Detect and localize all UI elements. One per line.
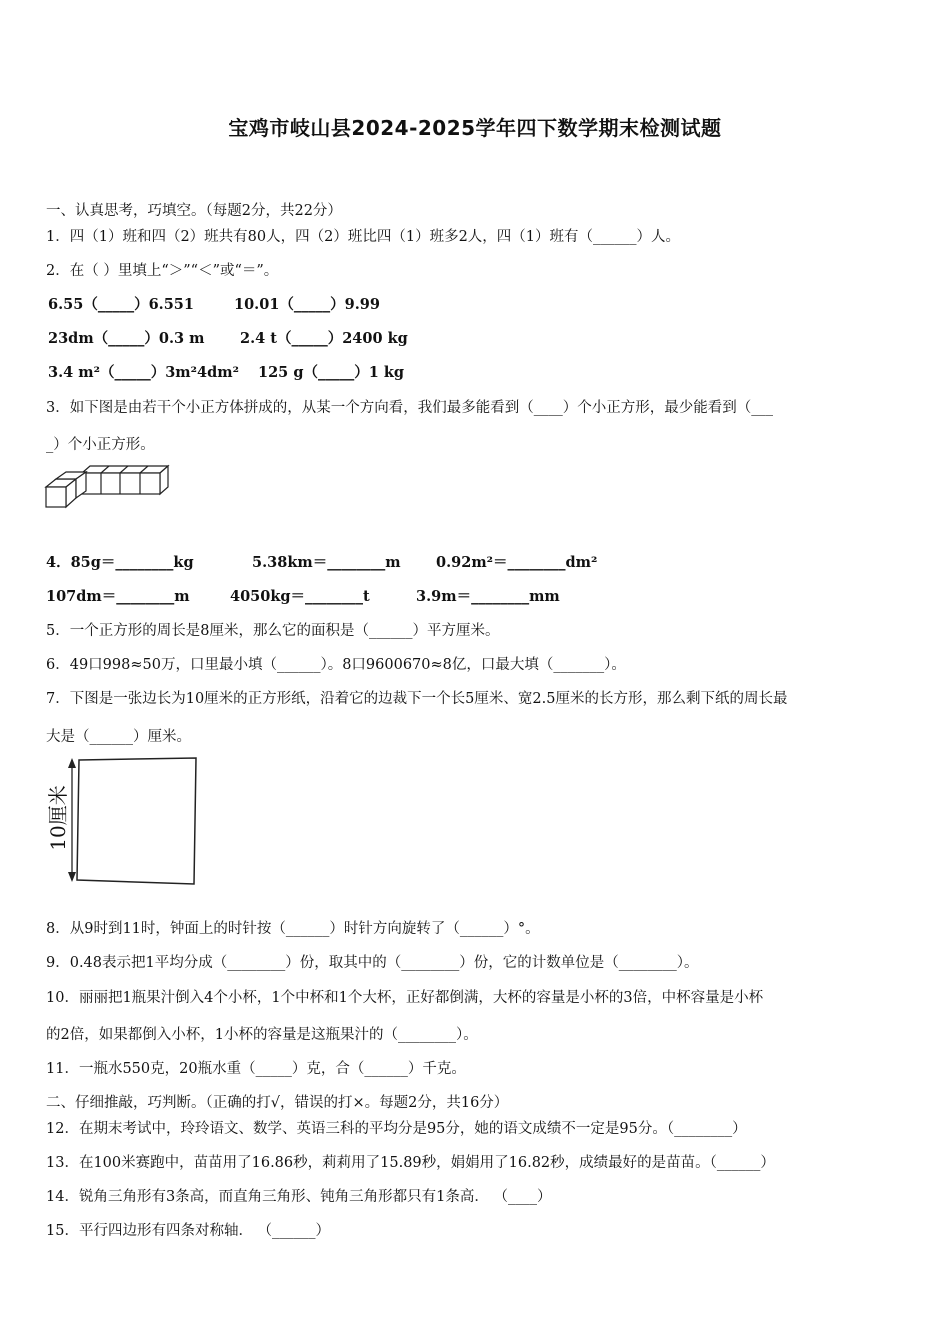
page-title: 宝鸡市岐山县2024-2025学年四下数学期末检测试题 bbox=[228, 116, 722, 140]
q4-item: 107dm＝________m bbox=[46, 588, 190, 605]
question-5: 5．一个正方形的周长是8厘米，那么它的面积是（______）平方厘米。 bbox=[46, 623, 500, 639]
q2-row-1 bbox=[48, 295, 380, 315]
question-3-line-1: 3．如下图是由若干个小正方体拼成的，从某一个方向看，我们最多能看到（____）个小正方形，最少能看到（___ bbox=[46, 400, 773, 416]
question-9: 9．0.48表示把1平均分成（________）份，取其中的（________）份，它的计数单位是（________）。 bbox=[46, 955, 699, 971]
q4-row-1 bbox=[46, 553, 597, 573]
question-15: 15．平行四边形有四条对称轴． （______） bbox=[46, 1223, 331, 1239]
q4-item: 4050kg＝________t bbox=[230, 588, 370, 605]
section-2-heading: 二、仔细推敲，巧判断。（正确的打√，错误的打×。每题2分，共16分） bbox=[46, 1095, 509, 1111]
side-length-label: 10厘米 bbox=[46, 785, 70, 851]
q2-item: 125 g（_____）1 kg bbox=[258, 364, 405, 381]
q2-row-2 bbox=[48, 329, 408, 349]
q2-item: 3.4 m²（_____）3m²4dm² bbox=[48, 364, 239, 381]
q2-item: 6.55（_____）6.551 bbox=[48, 296, 194, 313]
section-1-heading: 一、认真思考，巧填空。（每题2分，共22分） bbox=[46, 203, 342, 219]
question-7-line-2: 大是（______）厘米。 bbox=[46, 729, 191, 745]
question-10-line-2: 的2倍，如果都倒入小杯，1小杯的容量是这瓶果汁的（________）。 bbox=[46, 1027, 478, 1043]
question-3-line-2: _）个小正方形。 bbox=[46, 437, 155, 453]
q2-item: 23dm（_____）0.3 m bbox=[48, 330, 205, 347]
question-7-line-1: 7．下图是一张边长为10厘米的正方形纸，沿着它的边裁下一个长5厘米、宽2.5厘米的长方形，那么剩下纸的周长最 bbox=[46, 691, 788, 707]
question-12: 12．在期末考试中，玲玲语文、数学、英语三科的平均分是95分，她的语文成绩不一定是95分。（________） bbox=[46, 1121, 747, 1137]
question-13: 13．在100米赛跑中，苗苗用了16.86秒，莉莉用了15.89秒，娟娟用了16.82秒，成绩最好的是苗苗。（______） bbox=[46, 1155, 775, 1171]
q4-item: 4．85g＝________kg bbox=[46, 554, 194, 571]
question-14: 14．锐角三角形有3条高，而直角三角形、钝角三角形都只有1条高． （____） bbox=[46, 1189, 552, 1205]
question-10-line-1: 10．丽丽把1瓶果汁倒入4个小杯，1个中杯和1个大杯，正好都倒满，大杯的容量是小杯的3倍，中杯容量是小杯 bbox=[46, 990, 764, 1006]
q2-row-3 bbox=[48, 363, 404, 383]
question-6: 6．49口998≈50万，口里最小填（______）。8口9600670≈8亿，口最大填（_______）。 bbox=[46, 657, 626, 673]
q2-item: 2.4 t（_____）2400 kg bbox=[240, 330, 408, 347]
cube-figure bbox=[44, 464, 172, 516]
question-8: 8．从9时到11时，钟面上的时针按（______）时针方向旋转了（______）°。 bbox=[46, 921, 540, 937]
q4-item: 3.9m＝________mm bbox=[416, 588, 560, 605]
q2-item: 10.01（_____）9.99 bbox=[234, 296, 380, 313]
q4-item: 5.38km＝________m bbox=[252, 554, 401, 571]
question-2: 2．在（ ）里填上“＞”“＜”或“＝”。 bbox=[46, 263, 279, 279]
q4-item: 0.92m²＝________dm² bbox=[436, 554, 598, 571]
q4-row-2 bbox=[46, 587, 560, 607]
question-11: 11．一瓶水550克，20瓶水重（_____）克，合（______）千克。 bbox=[46, 1061, 466, 1077]
question-1: 1．四（1）班和四（2）班共有80人，四（2）班比四（1）班多2人，四（1）班有（______）人。 bbox=[46, 229, 681, 245]
